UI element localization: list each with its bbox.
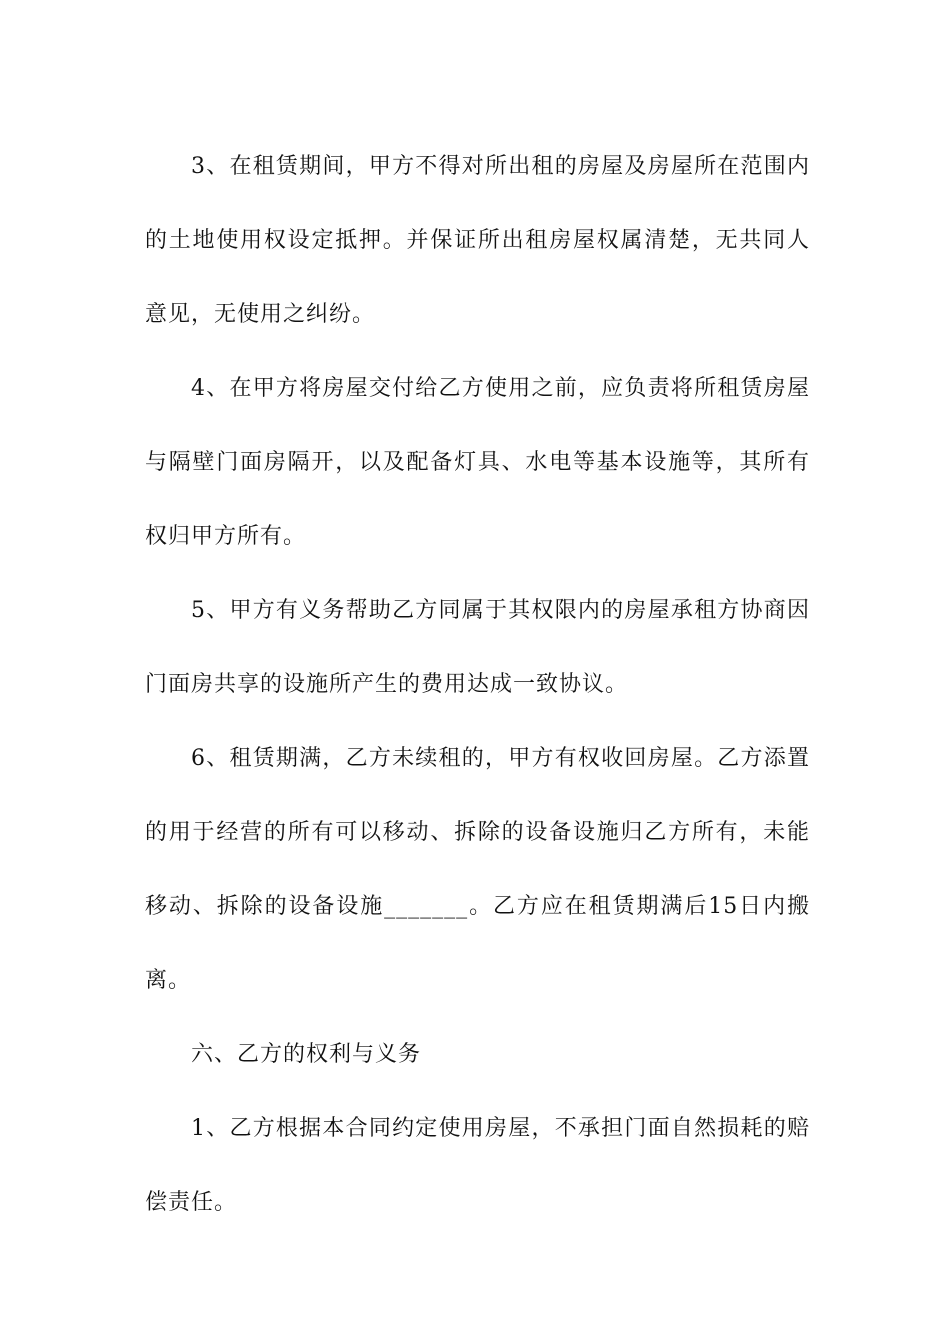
section-heading: 六、乙方的权利与义务	[191, 1042, 422, 1067]
clause-3-paragraph: 3、在租赁期间，甲方不得对所出租的房屋及房屋所在范围内的土地使用权设定抵押。并保证所出租房屋权属清楚，无共同人意见，无使用之纠纷。	[145, 154, 810, 327]
clause-5-paragraph: 5、甲方有义务帮助乙方同属于其权限内的房屋承租方协商因门面房共享的设施所产生的费用达成一致协议。	[145, 598, 810, 697]
clause-6-paragraph: 6、租赁期满，乙方未续租的，甲方有权收回房屋。乙方添置的用于经营的所有可以移动、拆除的设备设施归乙方所有，未能移动、拆除的设备设施_______。乙方应在租赁期满后15日内搬离。	[145, 746, 810, 993]
tenant-clause-1-paragraph: 1、乙方根据本合同约定使用房屋，不承担门面自然损耗的赔偿责任。	[145, 1116, 810, 1215]
clause-4-paragraph: 4、在甲方将房屋交付给乙方使用之前，应负责将所租赁房屋与隔壁门面房隔开，以及配备灯具、水电等基本设施等，其所有权归甲方所有。	[145, 376, 810, 549]
document-body	[145, 130, 810, 1240]
